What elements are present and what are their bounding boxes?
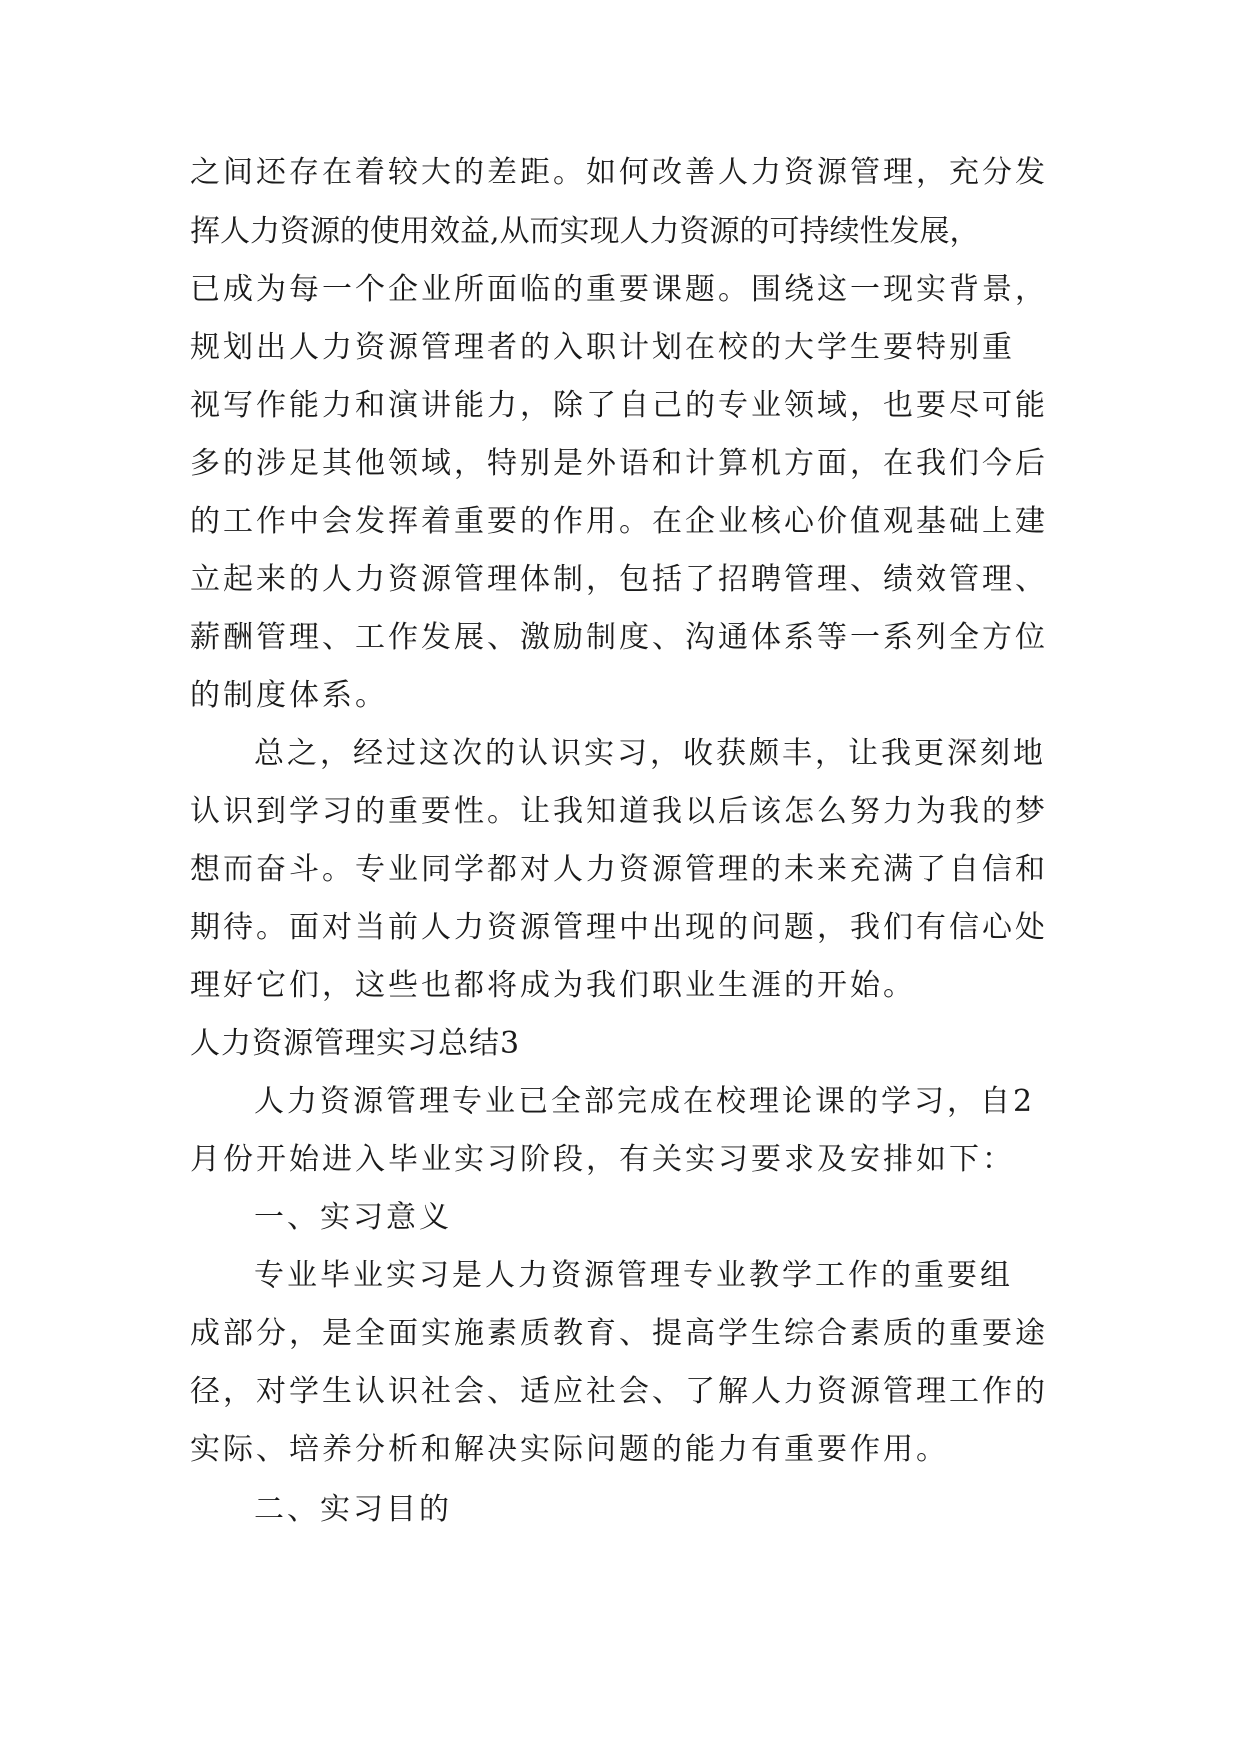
paragraph-line: 理好它们，这些也都将成为我们职业生涯的开始。 [190,968,916,1003]
paragraph-line: 规划出人力资源管理者的入职计划在校的大学生要特别重 [190,330,1015,365]
paragraph-line: 已成为每一个企业所面临的重要课题。围绕这一现实背景， [190,272,1048,307]
paragraph-line: 实际、培养分析和解决实际问题的能力有重要作用。 [190,1432,949,1467]
paragraph-line: 视写作能力和演讲能力，除了自己的专业领域，也要尽可能 [190,388,1048,423]
paragraph-line: 薪酬管理、工作发展、激励制度、沟通体系等一系列全方位 [190,620,1048,655]
section-heading: 人力资源管理实习总结3 [190,1026,521,1061]
paragraph-line: 的工作中会发挥着重要的作用。在企业核心价值观基础上建 [190,504,1048,539]
paragraph-line: 想而奋斗。专业同学都对人力资源管理的未来充满了自信和 [190,852,1048,887]
subsection-heading: 二、实习目的 [254,1492,452,1527]
paragraph-line: 专业毕业实习是人力资源管理专业教学工作的重要组 [254,1258,1013,1293]
paragraph-line: 挥人力资源的使用效益,从而实现人力资源的可持续性发展， [190,214,980,249]
paragraph-line: 期待。面对当前人力资源管理中出现的问题，我们有信心处 [190,910,1048,945]
paragraph-line: 径，对学生认识社会、适应社会、了解人力资源管理工作的 [190,1374,1048,1409]
paragraph-line: 之间还存在着较大的差距。如何改善人力资源管理，充分发 [190,155,1048,190]
paragraph-line: 成部分，是全面实施素质教育、提高学生综合素质的重要途 [190,1316,1048,1351]
paragraph-line: 认识到学习的重要性。让我知道我以后该怎么努力为我的梦 [190,794,1048,829]
paragraph-line: 总之，经过这次的认识实习，收获颇丰，让我更深刻地 [254,736,1046,771]
paragraph-line: 月份开始进入毕业实习阶段，有关实习要求及安排如下： [190,1142,1015,1177]
paragraph-line: 立起来的人力资源管理体制，包括了招聘管理、绩效管理、 [190,562,1048,597]
paragraph-line: 的制度体系。 [190,678,388,713]
paragraph-line: 多的涉足其他领域，特别是外语和计算机方面，在我们今后 [190,446,1048,481]
subsection-heading: 一、实习意义 [254,1200,452,1235]
paragraph-line: 人力资源管理专业已全部完成在校理论课的学习，自2 [254,1084,1036,1119]
